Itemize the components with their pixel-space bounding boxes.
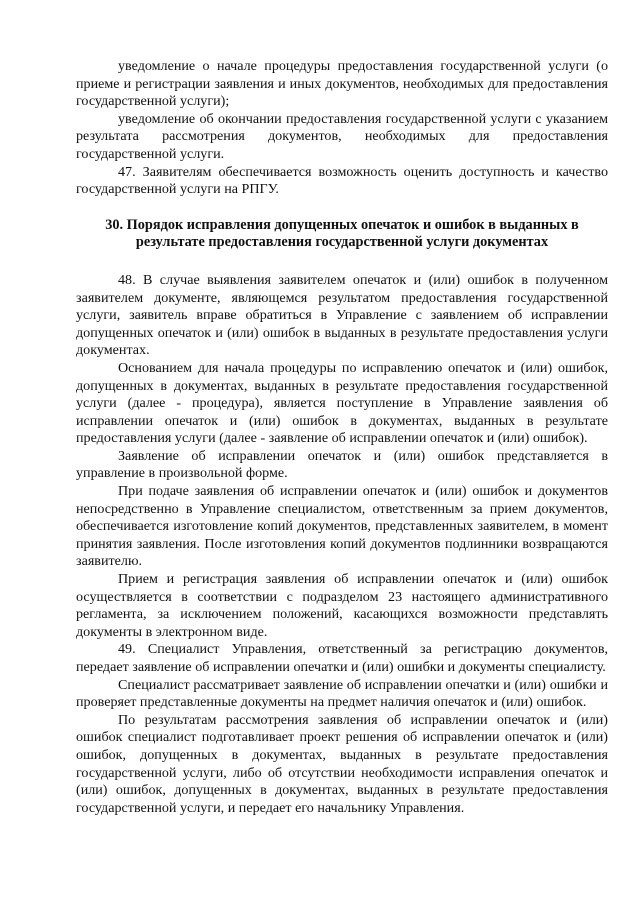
paragraph-free-form: Заявление об исправлении опечаток и (или) ошибок представляется в управление в произвольной форме. xyxy=(76,447,608,482)
paragraph-decision: По результатам рассмотрения заявления об исправлении опечаток и (или) ошибок специалист подготавливает проект решения об исправлении опечаток и (или) ошибок, допущенных в документах, выданных в результате предоставления государственной услуги, либо об отсутствии необходимости исправления опечаток и (или) ошибок, допущенных в документах, выданных в результате предоставления государственной услуги, и передает его начальнику Управления. xyxy=(76,711,608,816)
paragraph-procedure-basis: Основанием для начала процедуры по исправлению опечаток и (или) ошибок, допущенных в документах, выданных в результате предоставления государственной услуги (далее - процедура), является поступление в Управление заявления об исправлении опечаток и (или) ошибок в документах, выданных в результате предоставления услуги (далее - заявление об исправлении опечаток и (или) ошибок). xyxy=(76,359,608,447)
section-heading xyxy=(76,217,608,252)
paragraph-notice-end: уведомление об окончании предоставления государственной услуги с указанием результата рассмотрения документов, необходимых для предоставления государственной услуги. xyxy=(76,110,608,162)
paragraph-copies: При подаче заявления об исправлении опечаток и (или) ошибок и документов непосредственно в Управление специалистом, ответственным за прием документов, обеспечивается изготовление копий документов, представленных заявителем, в момент принятия заявления. После изготовления копий документов подлинники возвращаются заявителю. xyxy=(76,483,608,570)
paragraph-notice-start: уведомление о начале процедуры предоставления государственной услуги (о приеме и регистрации заявления и иных документов, необходимых для предоставления государственной услуги); xyxy=(76,58,608,110)
paragraph-47: 47. Заявителям обеспечивается возможность оценить доступность и качество государственной услуги на РПГУ. xyxy=(76,163,608,198)
section-heading-line-2: результате предоставления государственной услуги документах xyxy=(135,234,549,251)
paragraph-48: 48. В случае выявления заявителем опечаток и (или) ошибок в полученном заявителем документе, являющемся результатом предоставления государственной услуги, заявитель вправе обратиться в Управление с заявлением об исправлении допущенных опечаток и (или) ошибок в выданных в результате предоставления услуги документах. xyxy=(76,271,608,359)
paragraph-review: Специалист рассматривает заявление об исправлении опечатки и (или) ошибки и проверяет представленные документы на предмет наличия опечаток и (или) ошибок. xyxy=(76,676,608,711)
paragraph-registration: Прием и регистрация заявления об исправлении опечаток и (или) ошибок осуществляется в соответствии с подразделом 23 настоящего административного регламента, за исключением положений, касающихся возможности представлять документы в электронном виде. xyxy=(76,571,608,640)
section-heading-line-1: 30. Порядок исправления допущенных опечаток и ошибок в выданных в xyxy=(105,216,579,233)
document-content xyxy=(76,58,608,817)
paragraph-49: 49. Специалист Управления, ответственный за регистрацию документов, передает заявление об исправлении опечатки и (или) ошибки и документы специалисту. xyxy=(76,641,608,675)
